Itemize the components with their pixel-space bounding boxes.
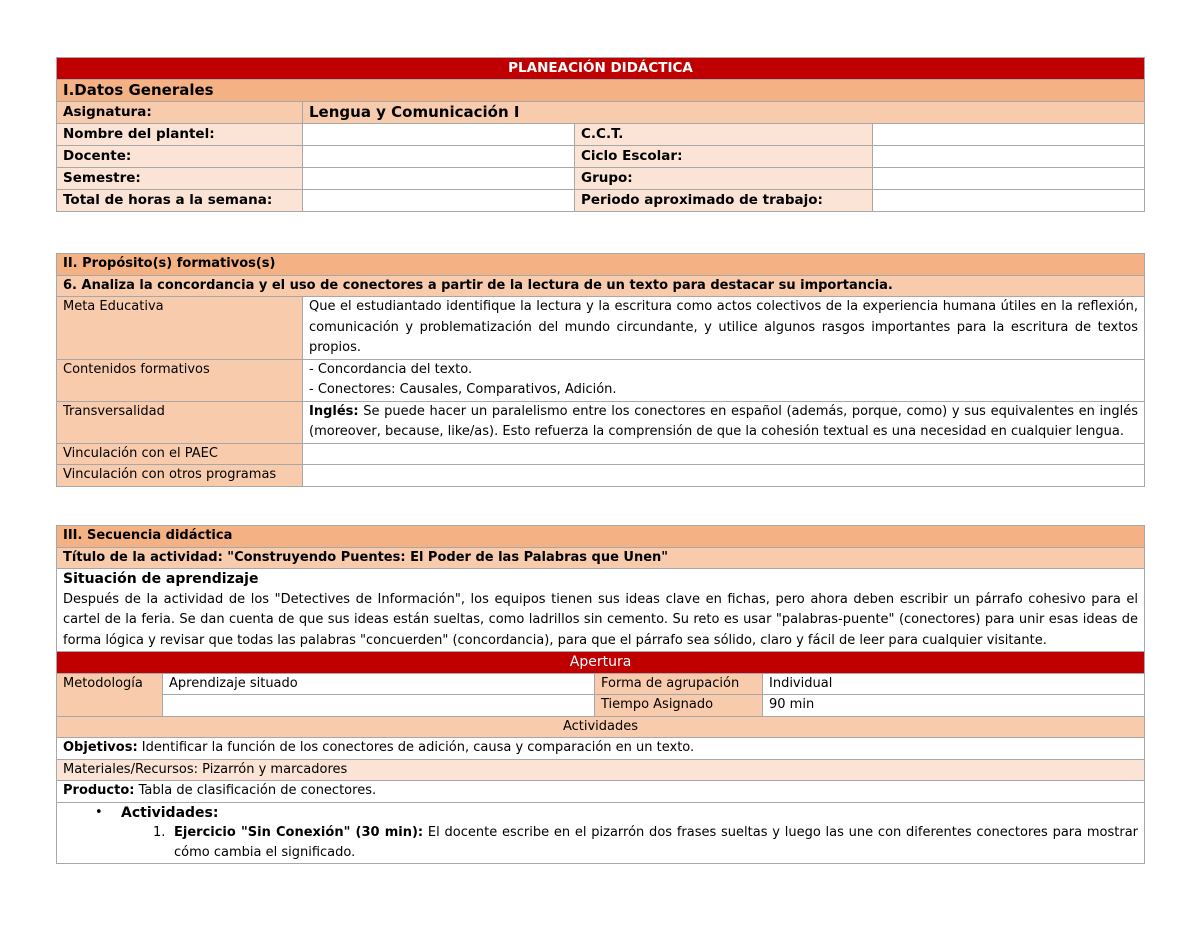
docente-label: Docente: xyxy=(57,146,303,168)
agrupacion-value: Individual xyxy=(763,673,1145,695)
proposito-table xyxy=(56,253,1145,487)
producto-row xyxy=(57,781,1145,803)
cct-field[interactable] xyxy=(873,124,1145,146)
transversalidad-value xyxy=(303,401,1145,443)
actividad-item-title: Ejercicio "Sin Conexión" (30 min): xyxy=(174,824,424,840)
proposito-subheading: 6. Analiza la concordancia y el uso de conectores a partir de la lectura de un texto para destacar su importancia. xyxy=(57,275,1145,297)
metodologia-value: Aprendizaje situado xyxy=(163,673,595,695)
horas-field[interactable] xyxy=(303,190,575,212)
metodologia-empty[interactable] xyxy=(163,695,595,717)
actividades-heading: Actividades xyxy=(57,716,1145,738)
actividades-bullet-row xyxy=(63,803,1138,823)
metodologia-label: Metodología xyxy=(57,673,163,716)
asignatura-value: Lengua y Comunicación I xyxy=(303,102,1145,124)
paec-field[interactable] xyxy=(303,443,1145,465)
contenido-item: - Concordancia del texto. xyxy=(309,361,473,377)
docente-field[interactable] xyxy=(303,146,575,168)
producto-text: Tabla de clasificación de conectores. xyxy=(134,783,377,798)
meta-value: Que el estudiantado identifique la lectura y la escritura como actos colectivos de la experiencia humana útiles en la reflexión, comunicación y problematización del mundo circundante, y utilice algunos rasgos importantes para la escritura de textos propios. xyxy=(303,297,1145,360)
objetivos-label: Objetivos: xyxy=(63,740,138,755)
tiempo-label: Tiempo Asignado xyxy=(595,695,763,717)
datos-generales-heading: I.Datos Generales xyxy=(57,80,1145,102)
apertura-heading: Apertura xyxy=(57,652,1145,674)
contenido-item: - Conectores: Causales, Comparativos, Adición. xyxy=(309,382,617,397)
transversalidad-text: Se puede hacer un paralelismo entre los conectores en español (además, porque, como) y sus equivalentes en inglés (moreover, because, like/as). Esto refuerza la comprensión de que la cohesión textual es una necesidad en cualquier lengua. xyxy=(309,403,1139,439)
ciclo-label: Ciclo Escolar: xyxy=(575,146,873,168)
situacion-text: Después de la actividad de los "Detectives de Información", los equipos tienen sus ideas clave en fichas, pero ahora deben escribir un párrafo cohesivo para el cartel de la feria. Se dan cuenta de que sus ideas están sueltas, como ladrillos sin cemento. Su reto es usar "palabras-puente" (conectores) para unir esas ideas de forma lógica y revisar que todas las palabras "concuerden" (concordancia), para que el párrafo sea sólido, claro y fácil de leer para cualquier visitante. xyxy=(63,591,1139,648)
semestre-field[interactable] xyxy=(303,168,575,190)
proposito-heading: II. Propósito(s) formativos(s) xyxy=(57,254,1145,276)
objetivos-row xyxy=(57,738,1145,760)
periodo-label: Periodo aproximado de trabajo: xyxy=(575,190,873,212)
contenidos-label: Contenidos formativos xyxy=(57,359,303,401)
actividad-item-text: El docente escribe en el pizarrón dos frases sueltas y luego las une con diferentes conectores para mostrar cómo cambia el significado. xyxy=(174,824,1139,860)
cct-label: C.C.T. xyxy=(575,124,873,146)
plantel-field[interactable] xyxy=(303,124,575,146)
secuencia-table xyxy=(56,525,1145,864)
actividades-label: Actividades: xyxy=(121,804,219,821)
grupo-label: Grupo: xyxy=(575,168,873,190)
semestre-label: Semestre: xyxy=(57,168,303,190)
meta-label: Meta Educativa xyxy=(57,297,303,360)
producto-label: Producto: xyxy=(63,783,135,798)
actividad-item xyxy=(63,823,1138,863)
periodo-field[interactable] xyxy=(873,190,1145,212)
agrupacion-label: Forma de agrupación xyxy=(595,673,763,695)
situacion-label: Situación de aprendizaje xyxy=(63,571,259,587)
actividad-titulo: Título de la actividad: "Construyendo Puentes: El Poder de las Palabras que Unen" xyxy=(57,547,1145,569)
situacion-cell xyxy=(57,569,1145,652)
secuencia-heading: III. Secuencia didáctica xyxy=(57,526,1145,548)
grupo-field[interactable] xyxy=(873,168,1145,190)
objetivos-text: Identificar la función de los conectores de adición, causa y comparación en un texto. xyxy=(137,740,695,755)
contenidos-value xyxy=(303,359,1145,401)
actividades-list-cell xyxy=(57,802,1145,863)
ciclo-field[interactable] xyxy=(873,146,1145,168)
otros-field[interactable] xyxy=(303,465,1145,487)
datos-generales-table xyxy=(56,57,1145,212)
transversalidad-label: Transversalidad xyxy=(57,401,303,443)
tiempo-value: 90 min xyxy=(763,695,1145,717)
transversalidad-bold: Inglés: xyxy=(309,403,359,419)
paec-label: Vinculación con el PAEC xyxy=(57,443,303,465)
actividad-item-number: 1. xyxy=(153,824,166,840)
otros-label: Vinculación con otros programas xyxy=(57,465,303,487)
bullet-icon: • xyxy=(95,804,103,820)
plantel-label: Nombre del plantel: xyxy=(57,124,303,146)
materiales-row: Materiales/Recursos: Pizarrón y marcadores xyxy=(57,759,1145,781)
asignatura-label: Asignatura: xyxy=(57,102,303,124)
page-title: PLANEACIÓN DIDÁCTICA xyxy=(57,58,1145,80)
horas-label: Total de horas a la semana: xyxy=(57,190,303,212)
